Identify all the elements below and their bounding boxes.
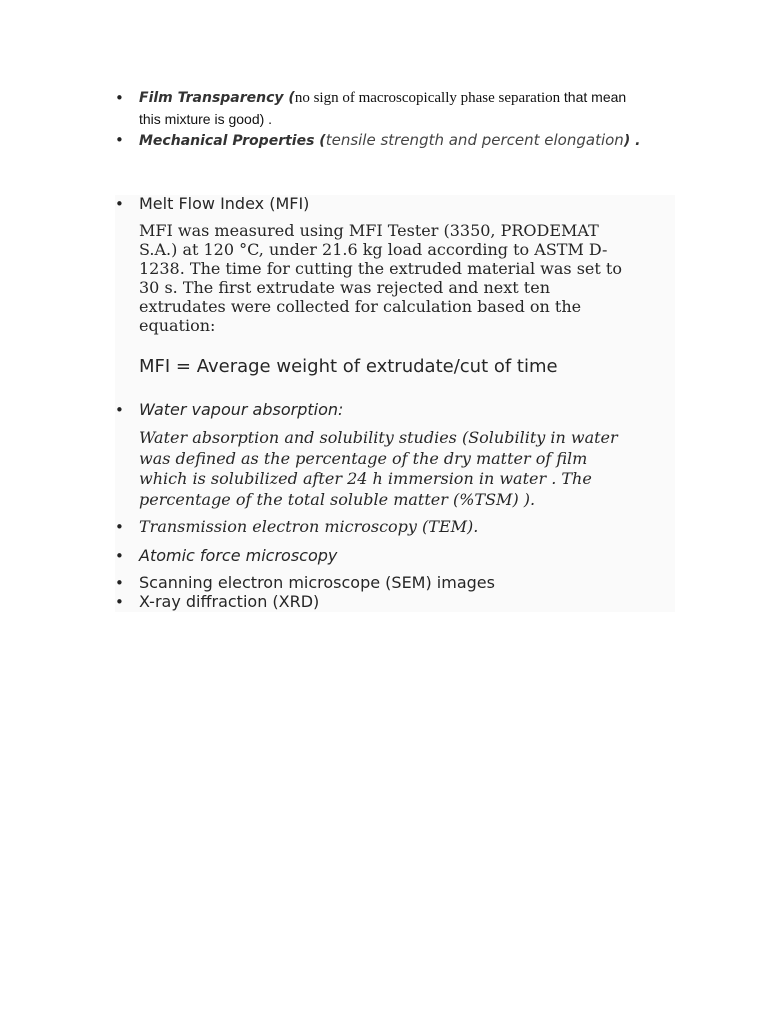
mfi-paragraph-line: 30 s. The first extrudate was rejected and next ten bbox=[139, 278, 550, 297]
mfi-paragraph-line: extrudates were collected for calculation based on the bbox=[139, 297, 582, 316]
water-absorption-paragraph bbox=[139, 428, 674, 510]
mechanical-properties-title: Mechanical Properties ( bbox=[139, 133, 326, 149]
mechanical-properties-desc: tensile strength and percent elongation bbox=[325, 131, 624, 149]
mfi-title: Melt Flow Index (MFI) bbox=[139, 194, 310, 213]
film-transparency-desc-tail: that mean bbox=[563, 89, 627, 105]
water-paragraph-line: was defined as the percentage of the dry matter of film bbox=[139, 448, 588, 468]
film-transparency-desc: no sign of macroscopically phase separation bbox=[294, 90, 564, 106]
mfi-paragraph-line: 1238. The time for cutting the extruded material was set to bbox=[139, 259, 622, 278]
water-vapour-title: Water vapour absorption: bbox=[139, 400, 344, 419]
sem-item: Scanning electron microscope (SEM) images bbox=[139, 573, 495, 592]
bullet-icon: • bbox=[115, 131, 124, 149]
bullet-icon: • bbox=[115, 401, 124, 419]
bullet-icon: • bbox=[115, 574, 124, 592]
mechanical-properties-line bbox=[139, 131, 640, 150]
mfi-paragraph-line: S.A.) at 120 °C, under 21.6 kg load according to ASTM D- bbox=[139, 240, 608, 259]
bullet-icon: • bbox=[115, 547, 124, 565]
mfi-equation: MFI = Average weight of extrudate/cut of time bbox=[139, 356, 558, 377]
bullet-icon: • bbox=[115, 89, 124, 107]
film-transparency-title: Film Transparency ( bbox=[139, 90, 295, 106]
film-transparency-line2: this mixture is good) . bbox=[139, 111, 273, 127]
water-paragraph-line: Water absorption and solubility studies (Solubility in water bbox=[139, 428, 618, 447]
mechanical-properties-close: ) . bbox=[623, 133, 641, 149]
afm-item: Atomic force microscopy bbox=[139, 546, 338, 565]
film-transparency-line bbox=[139, 89, 626, 107]
mfi-paragraph-line: equation: bbox=[139, 316, 216, 335]
xrd-item: X-ray diffraction (XRD) bbox=[139, 592, 320, 611]
bullet-icon: • bbox=[115, 195, 124, 213]
water-paragraph-line: which is solubilized after 24 h immersion in water . The bbox=[139, 469, 592, 488]
bullet-icon: • bbox=[115, 593, 124, 611]
mfi-paragraph bbox=[139, 221, 674, 335]
tem-item: Transmission electron microscopy (TEM). bbox=[139, 517, 479, 536]
water-paragraph-line: percentage of the total soluble matter (%TSM) ). bbox=[139, 489, 536, 509]
bullet-icon: • bbox=[115, 518, 124, 536]
mfi-paragraph-line: MFI was measured using MFI Tester (3350, PRODEMAT bbox=[139, 221, 599, 240]
